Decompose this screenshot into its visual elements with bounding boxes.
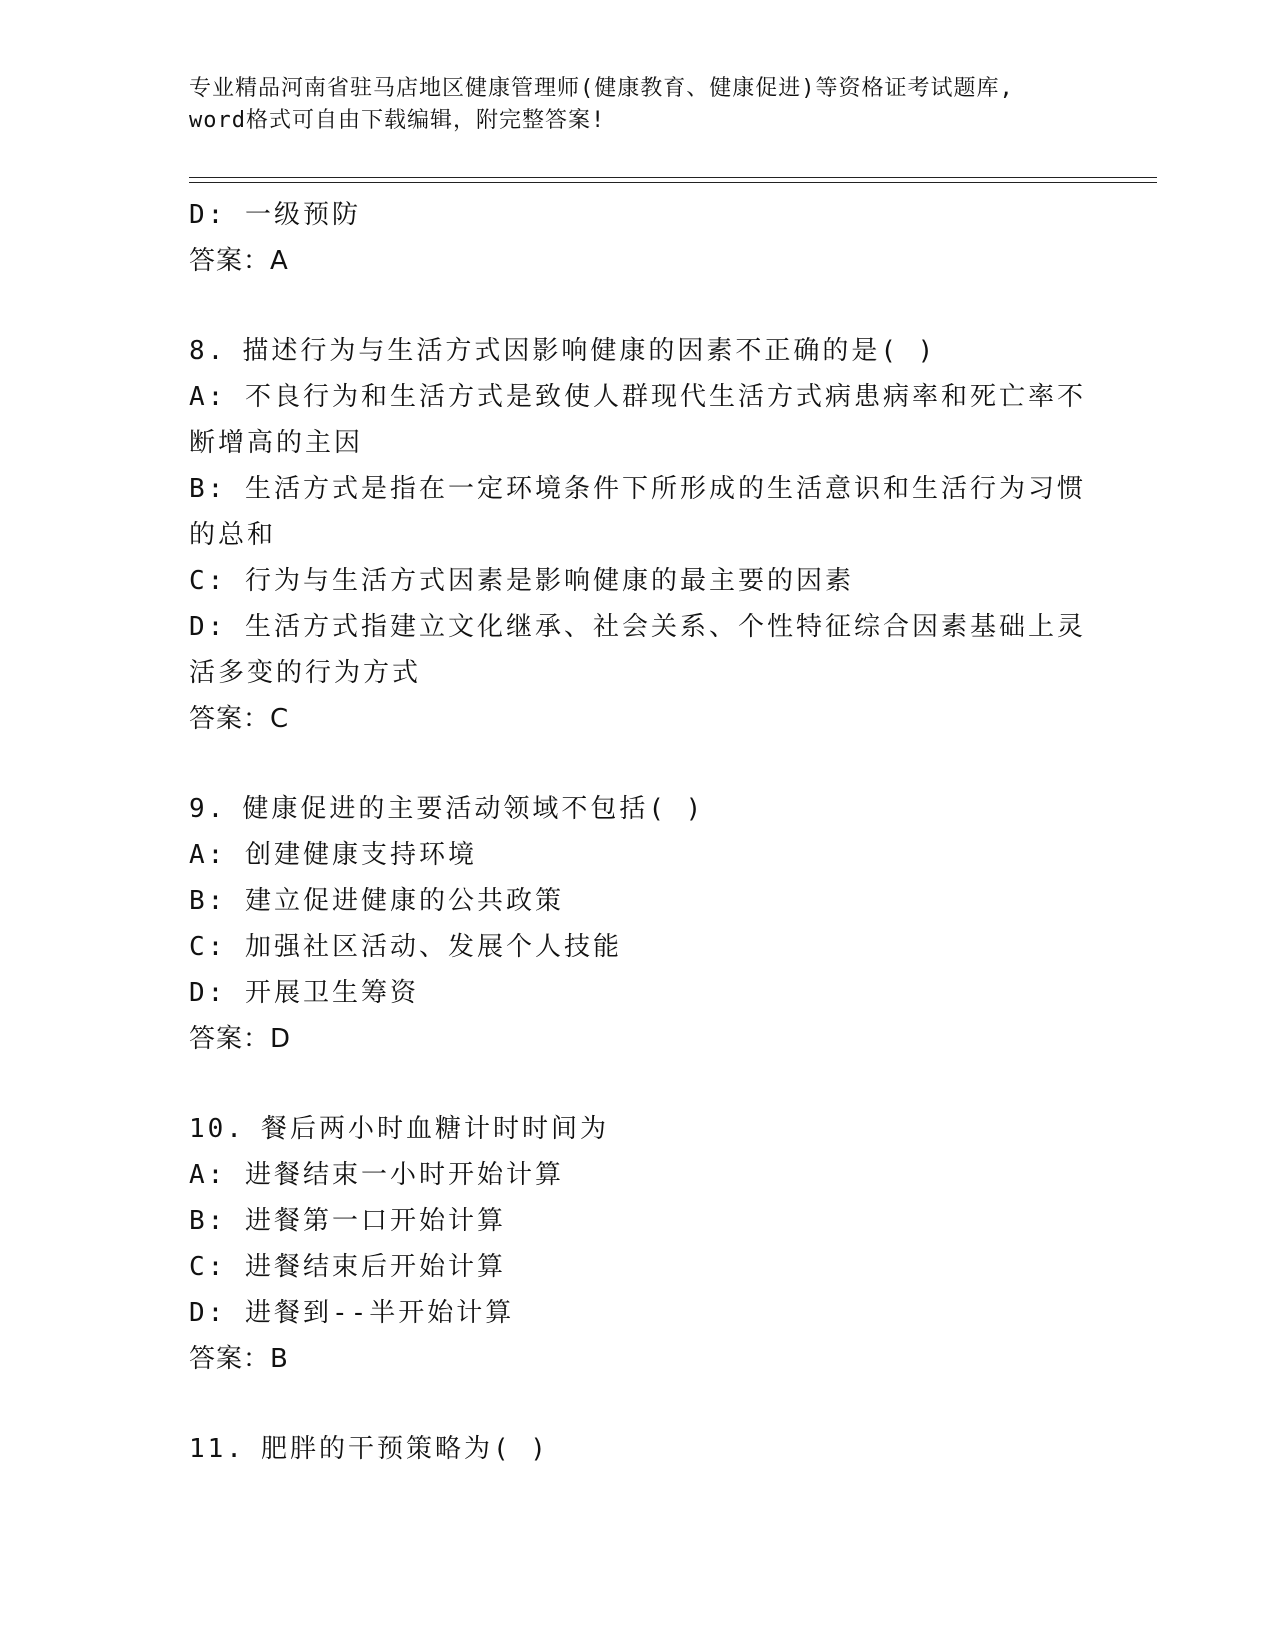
question-8-text: 描述行为与生活方式因影响健康的因素不正确的是( )	[242, 336, 937, 366]
spacer	[189, 1382, 1089, 1426]
q10-option-b: B: 进餐第一口开始计算	[189, 1206, 506, 1236]
question-11-number: 11.	[189, 1434, 245, 1464]
question-10-number: 10.	[189, 1114, 245, 1144]
question-8-number: 8.	[189, 336, 227, 366]
q9-option-c: C: 加强社区活动、发展个人技能	[189, 932, 622, 962]
q8-option-d-line1: D: 生活方式指建立文化继承、社会关系、个性特征综合因素基础上灵	[189, 612, 1086, 642]
spacer	[189, 742, 1089, 786]
q9-option-d: D: 开展卫生筹资	[189, 978, 419, 1008]
prev-answer: 答案：A	[189, 246, 289, 276]
q9-answer: 答案：D	[189, 1024, 292, 1054]
question-11-text: 肥胖的干预策略为( )	[260, 1434, 549, 1464]
question-10-text: 餐后两小时血糖计时时间为	[260, 1114, 609, 1144]
header-line-1: 专业精品河南省驻马店地区健康管理师(健康教育、健康促进)等资格证考试题库,	[189, 76, 1014, 101]
q8-option-b-line2: 的总和	[189, 520, 277, 550]
prev-option-d: D: 一级预防	[189, 200, 361, 230]
header-rule-bottom	[189, 182, 1157, 183]
question-10-title	[189, 1106, 1089, 1152]
header-line-2: word格式可自由下载编辑，附完整答案!	[189, 108, 606, 133]
question-9-title	[189, 786, 1089, 832]
question-9-text: 健康促进的主要活动领域不包括( )	[242, 794, 705, 824]
question-8-title	[189, 328, 1089, 374]
header-rule-top	[189, 177, 1157, 178]
q8-option-b-line1: B: 生活方式是指在一定环境条件下所形成的生活意识和生活行为习惯	[189, 474, 1086, 504]
q8-option-c: C: 行为与生活方式因素是影响健康的最主要的因素	[189, 566, 854, 596]
spacer	[189, 284, 1089, 328]
q9-option-b: B: 建立促进健康的公共政策	[189, 886, 564, 916]
q8-option-d-line2: 活多变的行为方式	[189, 658, 422, 688]
spacer	[189, 1062, 1089, 1106]
q8-answer: 答案：C	[189, 704, 290, 734]
q8-option-a-line2: 断增高的主因	[189, 428, 364, 458]
document-header	[189, 73, 1089, 137]
question-9-number: 9.	[189, 794, 227, 824]
q10-option-d: D: 进餐到--半开始计算	[189, 1298, 515, 1328]
question-11-title	[189, 1426, 1089, 1472]
question-content	[189, 192, 1089, 1472]
q9-option-a: A: 创建健康支持环境	[189, 840, 477, 870]
q10-option-c: C: 进餐结束后开始计算	[189, 1252, 506, 1282]
q8-option-a-line1: A: 不良行为和生活方式是致使人群现代生活方式病患病率和死亡率不	[189, 382, 1086, 412]
q10-option-a: A: 进餐结束一小时开始计算	[189, 1160, 564, 1190]
q10-answer: 答案：B	[189, 1344, 289, 1374]
